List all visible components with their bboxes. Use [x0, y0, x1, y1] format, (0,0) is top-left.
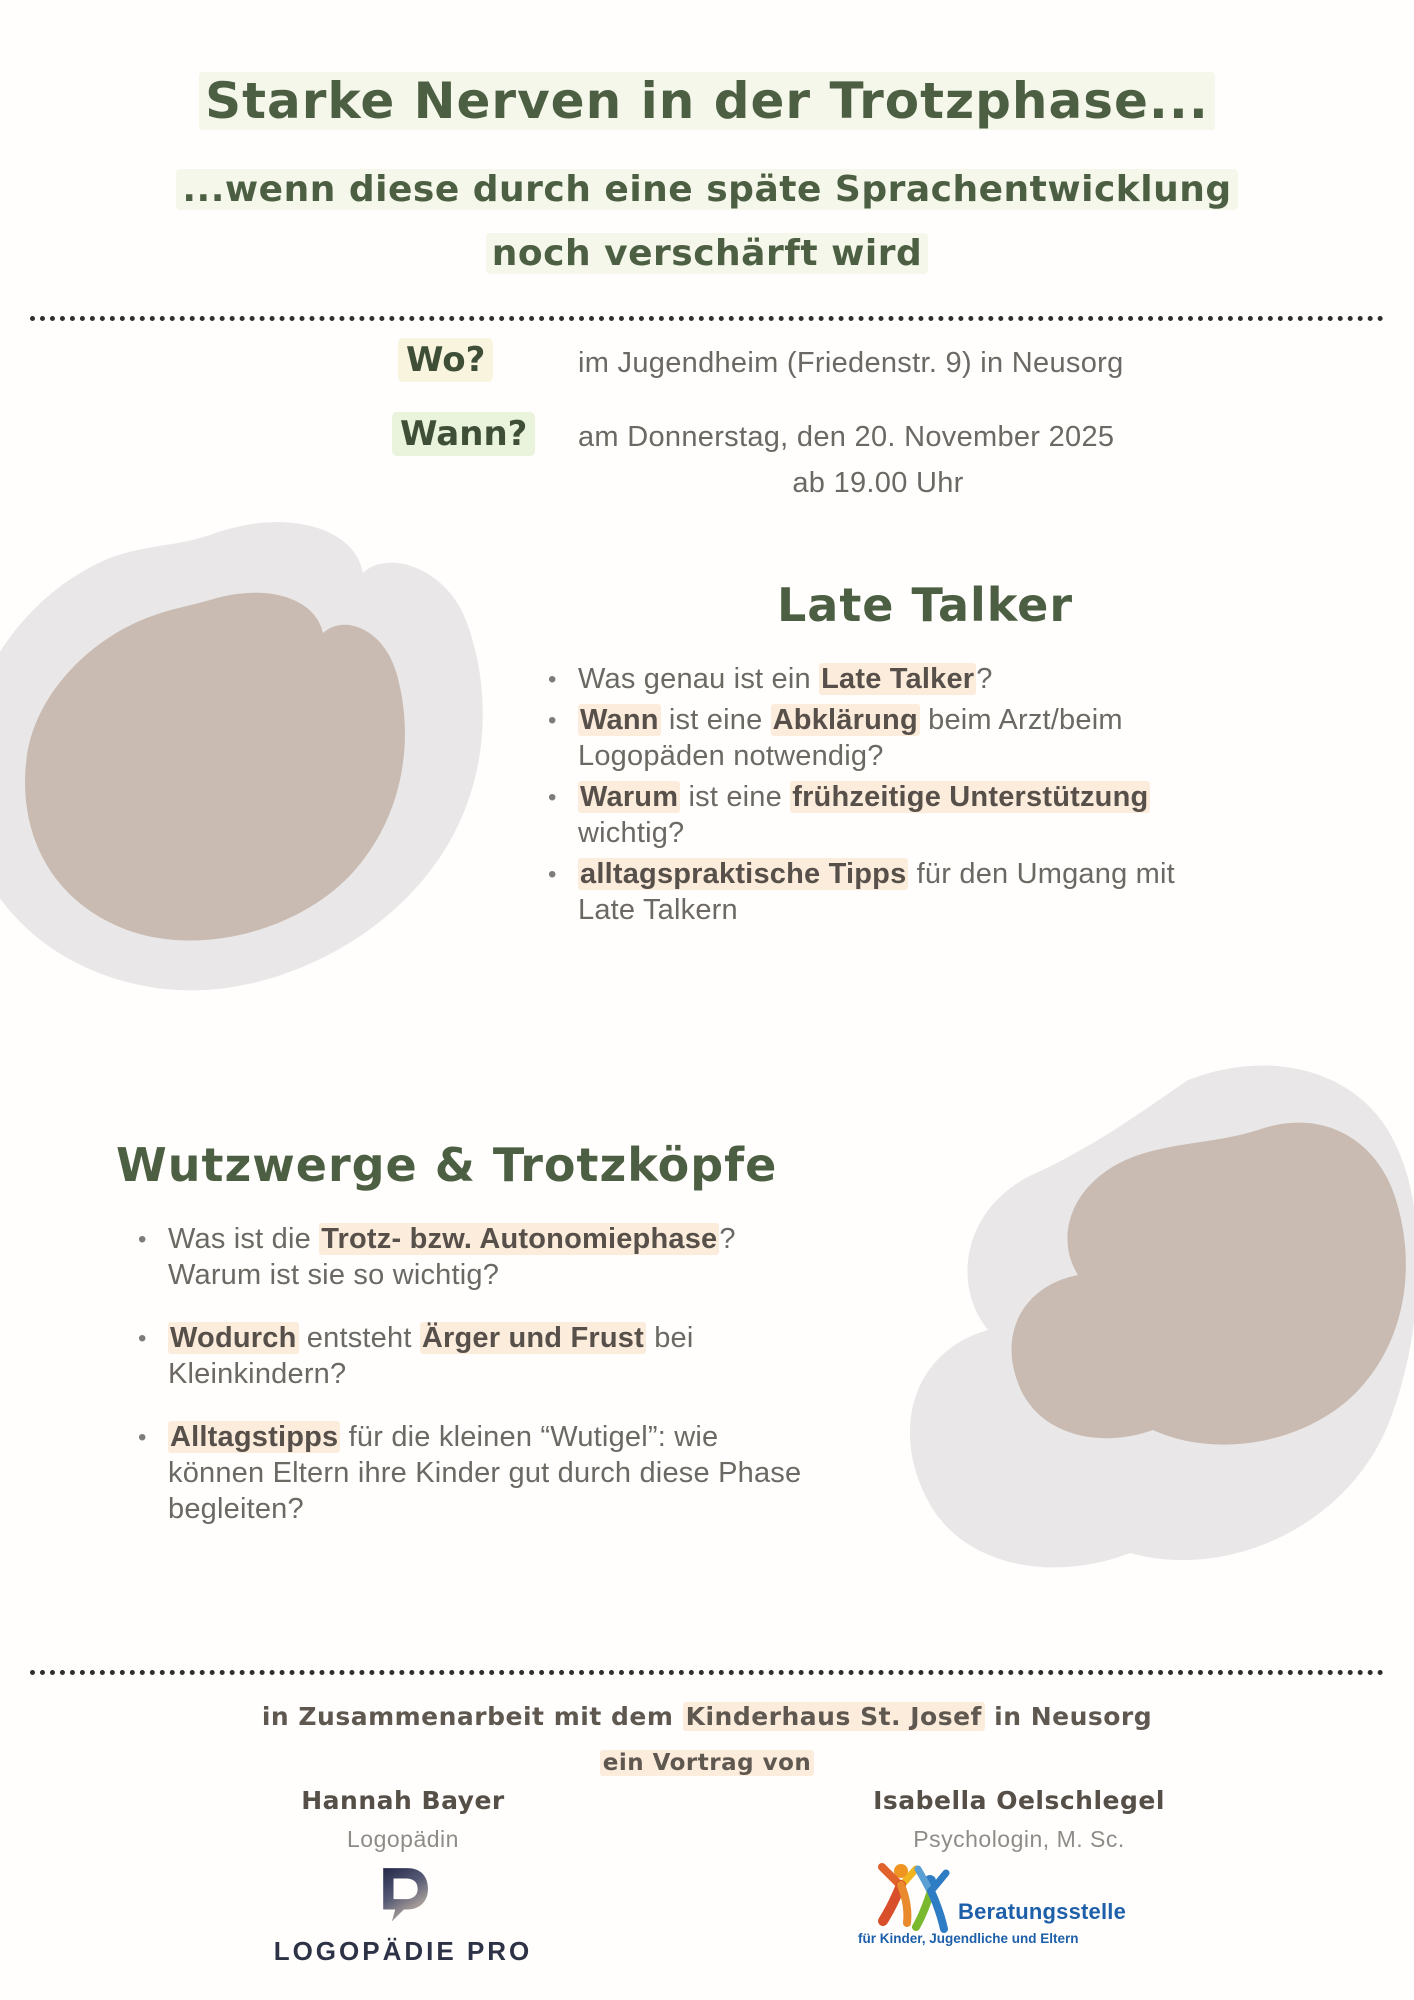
bullet-text-plain: wichtig? [578, 816, 685, 849]
bullet-text-plain: entsteht [298, 1321, 420, 1354]
presenter-right-org: Beratungsstelle [958, 1899, 1127, 1924]
bullet-text [168, 1222, 803, 1294]
dotted-divider-bottom [30, 1670, 1384, 1675]
bullet-text-plain: ? [976, 663, 993, 695]
page-subtitle-line2: noch verschärft wird [486, 233, 928, 274]
when-label: Wann? [392, 412, 535, 456]
figure-leg [901, 1885, 907, 1923]
bullet-item [138, 1321, 803, 1393]
bullet-text-bold: Late Talker [821, 663, 975, 695]
bullet-item [548, 662, 1238, 698]
bullet-text-bold: Wodurch [170, 1321, 297, 1354]
page-title-text: Starke Nerven in der Trotzphase... [199, 72, 1215, 130]
bullet-text-bold: frühzeitige Unterstützung [792, 780, 1149, 813]
bullet-text-plain: Was genau ist ein [578, 663, 820, 695]
bullet-text-plain: bei Kleinkindern? [168, 1321, 694, 1390]
bullet-item [548, 780, 1238, 852]
bullet-dot: • [548, 666, 557, 693]
presenter-left-org: LOGOPÄDIE PRO [273, 1936, 533, 1966]
decor-blob-left [0, 505, 490, 1020]
presenter-left-role: Logopädin [347, 1826, 459, 1852]
bullet-text [168, 1420, 803, 1528]
bullet-text-plain: ? Warum ist sie so wichtig? [168, 1223, 736, 1291]
logopaedie-pro-mark [383, 1868, 428, 1921]
trotzphase-heading: Wutzwerge & Trotzköpfe [116, 1138, 778, 1192]
bullet-text-plain: für die kleinen “Wutigel”: wie können Eltern ihre Kinder gut durch diese Phase begleiten? [168, 1420, 802, 1525]
when-time: ab 19.00 Uhr [792, 467, 964, 499]
bullet-text-plain: für den Umgang mit Late Talkern [578, 857, 1175, 926]
bullet-text-plain: ist eine [660, 704, 771, 736]
presenter-right-role: Psychologin, M. Sc. [913, 1826, 1125, 1852]
bullet-text-bold: Ärger und Frust [421, 1321, 644, 1354]
bullet-dot: • [138, 1324, 147, 1352]
dotted-divider-top [30, 316, 1384, 321]
beratungsstelle-logo [846, 1859, 1192, 1955]
lecture-by-text: ein Vortrag von [600, 1750, 815, 1776]
presenter-left [230, 1786, 576, 1967]
bullet-text-plain: Was ist die [168, 1223, 320, 1255]
presenter-right-name: Isabella Oelschlegel [873, 1786, 1165, 1815]
bullet-text [578, 857, 1238, 929]
bullet-text-bold: Warum [580, 780, 679, 813]
cooperation-prefix: in Zusammenarbeit mit dem [261, 1702, 683, 1731]
bullet-text [578, 780, 1238, 852]
bullet-text-plain: ist eine [680, 780, 791, 813]
trotzphase-list [138, 1222, 803, 1555]
figure-arm [918, 1869, 930, 1891]
bullet-item [138, 1222, 803, 1294]
late-talker-heading: Late Talker [776, 578, 1074, 632]
page-subtitle [0, 158, 1414, 286]
bullet-text-bold: Alltagstipps [170, 1420, 339, 1453]
bullet-dot: • [138, 1423, 147, 1451]
late-talker-list [548, 662, 1238, 934]
bullet-text-bold: Abklärung [772, 704, 918, 736]
figure-leg [931, 1891, 944, 1929]
cooperation-line [0, 1702, 1414, 1731]
when-value: am Donnerstag, den 20. November 2025 [578, 421, 1115, 453]
page-subtitle-line1: ...wenn diese durch eine späte Sprachentwicklung [176, 169, 1237, 210]
logopaedie-pro-logo-icon [371, 1863, 435, 1925]
bullet-item [548, 857, 1238, 929]
bullet-text [578, 703, 1238, 775]
lecture-by-line [0, 1750, 1414, 1776]
bullet-text [578, 662, 1238, 698]
presenter-right-org-subtitle: für Kinder, Jugendliche und Eltern [858, 1931, 1079, 1946]
page-title [0, 74, 1414, 129]
bullet-dot: • [548, 860, 557, 888]
decor-blob-right [868, 1035, 1414, 1595]
where-value: im Jugendheim (Friedenstr. 9) in Neusorg [578, 347, 1124, 379]
bullet-text-bold: Wann [580, 704, 659, 736]
bullet-item [138, 1420, 803, 1528]
figure-leg [916, 1891, 931, 1927]
figure-leg [883, 1885, 901, 1921]
bullet-text-plain: beim Arzt/beim Logopäden notwendig? [578, 704, 1123, 772]
presenter-right [846, 1786, 1192, 1955]
bullet-text-bold: alltagspraktische Tipps [580, 857, 907, 890]
where-label: Wo? [398, 338, 493, 382]
bullet-dot: • [548, 707, 557, 734]
cooperation-suffix: in Neusorg [984, 1702, 1153, 1731]
cooperation-highlight: Kinderhaus St. Josef [683, 1702, 985, 1731]
bullet-text [168, 1321, 803, 1393]
bullet-dot: • [138, 1226, 147, 1253]
bullet-text-bold: Trotz- bzw. Autonomiephase [321, 1223, 718, 1255]
bullet-item [548, 703, 1238, 775]
presenter-left-name: Hannah Bayer [301, 1786, 505, 1815]
bullet-dot: • [548, 783, 557, 811]
